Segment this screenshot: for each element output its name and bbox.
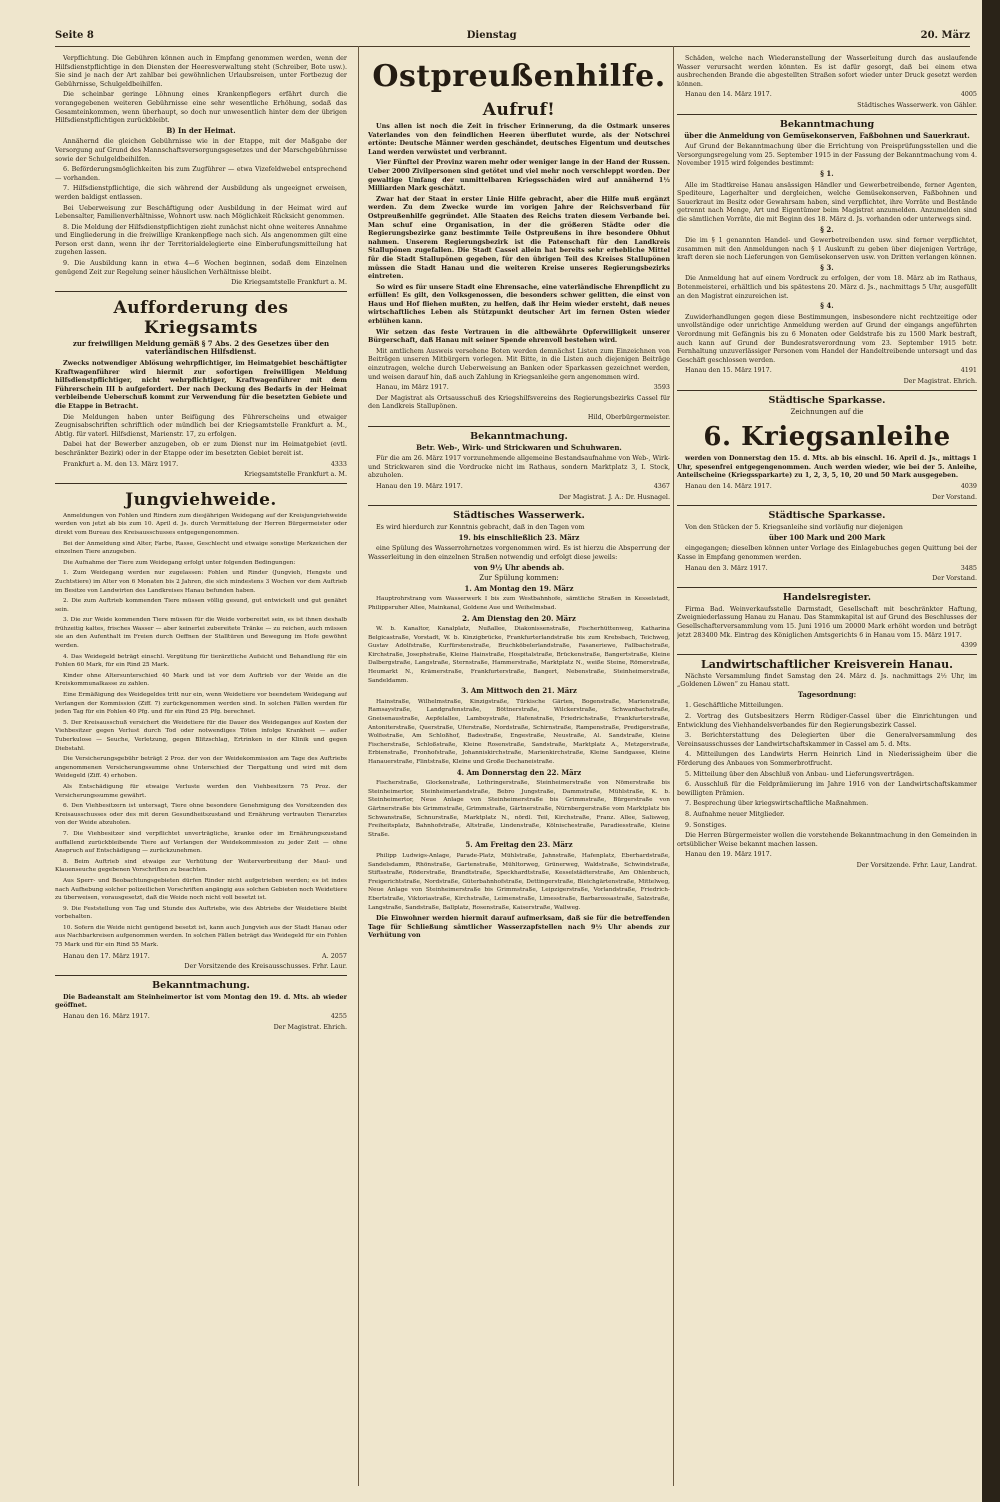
paragraph: 10. Sofern die Weide nicht genügend besetzt ist, kann auch Jungvieh aus der Stadt Hanau oder aus Nachbarkreisen aufgenommen werden. In solchen Fällen beträgt das Weidegeld für ein Fohlen 75 Mark und für ein Rind 55 Mark. [55, 924, 347, 949]
article-title: Städtische Sparkasse. [768, 394, 886, 406]
agenda-item: 1. Geschäftliche Mitteilungen. [685, 701, 784, 710]
paragraph: Die Badeanstalt am Steinheimertor ist vom Montag den 19. d. Mts. ab wieder geöffnet. [55, 992, 347, 1010]
signature: Der Vorstand. [932, 492, 977, 501]
paragraph: So wird es für unsere Stadt eine Ehrensache, eine vaterländische Ehrenpflicht zu erfüllen! Es gilt, den Volksgenossen, die besonders schwer gelitten, die einst von Haus und Hof fliehen mußten, zu helfen, daß ihr Heim wieder ersteht, daß neues wirtschaftliches Leben als Stützpunkt deutscher Art im fernen Osten wieder erblühen kann. [368, 282, 670, 326]
paragraph: Eine Ermäßigung des Weidegeldes tritt nur ein, wenn Weidetiere vor beendetem Weidegang auf Verlangen der Kommission (Ziff. 7) zurückgenommen werden sind. In solchen Fällen werden für jeden Tag für ein Fohlen 40 Pfg. und für ein Rind 25 Pfg. berechnet. [55, 692, 347, 716]
divider [55, 975, 347, 976]
paragraph: Die Aufnahme der Tiere zum Weidegang erfolgt unter folgenden Bedingungen: [63, 559, 296, 566]
paragraph: Vier Fünftel der Provinz waren mehr oder weniger lange in der Hand der Russen. Ueber 2000 Zivilpersonen sind getötet und viel mehr noch verschleppt worden. Der gewaltige Umfang der unmittelbaren Kriegsschäden wird auf annähernd 1½ Milliarden Mark geschätzt. [368, 158, 670, 193]
signature: Der Magistrat. Ehrich. [903, 377, 977, 385]
signature: Die Kriegsamtstelle Frankfurt a. M. [231, 278, 347, 287]
paragraph: Als Entschädigung für etwaige Verluste werden den Viehbesitzern 75 Proz. der Versicherungssumme gewährt. [55, 783, 347, 799]
agenda-heading: Tagesordnung: [797, 689, 857, 699]
article-subtitle: zur freiwilligen Meldung gemäß § 7 Abs. 2 des Gesetzes über den vaterländischen Hilfsdienst. [72, 338, 330, 357]
divider [368, 426, 670, 427]
notice-date: Hanau den 16. März 1917. 4255 [63, 1012, 347, 1021]
paragraph: Schäden, welche nach Wiederanstellung der Wasserleitung durch das auslaufende Wasser verursacht werden könnten. Es ist dafür gesorgt, daß bei einem etwa ausbrechenden Brande die abgestellten Straßen sofort wieder unter Druck gesetzt werden können. [677, 54, 977, 88]
paragraph: Mit amtlichem Ausweis versehene Boten werden demnächst Listen zum Einzeichnen von Beiträgen unseren Mitbürgern vorlegen. Mit Bitte, in die Listen auch diejenigen Beiträge einzutragen, welche durch Ueberweisung an Banken oder Sparkassen gezeichnet werden, und weisen darauf hin, daß auch Zahlung in Kriegsanleihe gern angenommen wird. [368, 346, 670, 381]
article-title: Jungviehweide. [125, 489, 277, 510]
paragraph: Annähernd die gleichen Gebührnisse wie in der Etappe, mit der Maßgabe der Versorgung auf Grund des Mannschaftsversorgungsgesetzes und der Marschgebührnisse sowie der Schulgeldbeihilfen. [55, 137, 347, 163]
paragraph: eingegangen; dieselben können unter Vorlage des Einlagebuches gegen Quittung bei der Kasse in Empfang genommen werden. [677, 544, 977, 561]
article-subtitle: Betr. Web-, Wirk- und Strickwaren und Schuhwaren. [416, 442, 622, 452]
paragraph: Die im § 1 genannten Handel- und Gewerbetreibenden usw. sind ferner verpflichtet, zusammen mit den Anmeldungen nach § 1 Auskunft zu geben über diejenigen Verträge, kraft deren sie noch Lieferungen von Gemüsekonserven usw. von Dritten verlangen können. [677, 236, 977, 262]
time-heading: von 9½ Uhr abends ab. [473, 562, 565, 572]
day-streets: W. b. Kanaltor, Kanalplatz, Nußallee, Diakonissenstraße, Fischerhüttenweg, Katharina Belgicastraße, Vorstadt, W. b. Kinzigbrücke, Frankfurterlandstraße bis zum Krebsbach, Teichweg, Gustav Adolfstraße, Kurfürstenstraße, Bruchköbelerlandstraße, Fasaneriewe, Fallbachstraße, Kirchstraße, Josephstraße, Kleine Hainstraße, Hospitalstraße, Brückenstraße, Bangertstraße, Kleine Dalbergstraße, Langstraße, Sternstraße, Hammerstraße, Marktplatz N., weiße Steine, Römerstraße, Heumarkt N., Krämerstraße, Frankfurterstraße, Bangert, Nebenstraße, Steinheimerstraße, Sandeldamm. [368, 626, 670, 684]
article-title: Aufforderung des Kriegsamts [113, 297, 289, 338]
notice-date: Hanau den 19. März 1917. 4367 [376, 481, 670, 490]
divider [677, 654, 977, 655]
paragraph-heading: § 4. [820, 301, 834, 311]
signature: Der Vorsitzende des Kreisausschusses. Frhr. Laur. [184, 962, 347, 971]
day-heading: 5. Am Freitag den 23. März [465, 840, 573, 850]
paragraph: Wir setzen das feste Vertrauen in die altbewährte Opferwilligkeit unserer Bürgerschaft, daß Hanau mit seiner Spende ehrenvoll bestehen wird. [368, 327, 670, 345]
agenda-item: 4. Mitteilungen des Landwirts Herrn Heinrich Lind in Niederissigheim über die Förderung des Anbaues von Sommerbrotfrucht. [677, 750, 977, 768]
notice-date: Hanau den 17. März 1917. A. 2057 [63, 951, 347, 960]
article-title: Städtische Sparkasse. [768, 510, 886, 522]
signature: Kriegsamtstelle Frankfurt a. M. [244, 470, 347, 479]
agenda-item: 7. Besprechung über kriegswirtschaftliche Maßnahmen. [685, 799, 869, 808]
paragraph: 8. Beim Auftrieb sind etwaige zur Verhütung der Weiterverbreitung der Maul- und Klauenseuche gegebenen Vorschriften zu beachten. [55, 858, 347, 874]
agenda-item: 8. Aufnahme neuer Mitglieder. [685, 810, 785, 818]
schedule-list [368, 585, 670, 912]
agenda-item: 2. Vortrag des Gutsbesitzers Herrn Rüdiger-Cassel über die Einrichtungen und Entwicklung des Viehhandelsverbandes für den Regierungsbezirk Cassel. [677, 712, 977, 729]
paragraph: 3. Die zur Weide kommenden Tiere müssen für die Weide vorbereitet sein, es ist ihnen deshalb frühzeitig kaltes, frisches Wasser — aber keinerlei zubereitete Tränke — zu reichen, auch müssen sie an den Aufenthalt im Freien durch Oeffnen der Stalltüren und Bewegung im Hofe gewöhnt werden. [55, 617, 347, 650]
notice-number: 4399 [960, 641, 977, 650]
page-date: 20. März [920, 30, 970, 41]
agenda-item: 9. Sonstiges. [685, 820, 727, 829]
paragraph: Für die am 26. März 1917 vorzunehmende allgemeine Bestandsaufnahme von Web-, Wirk- und Strickwaren sind die Vordrucke nicht im Rathaus, sondern Marktplatz 3, I. Stock, abzuholen. [368, 454, 670, 480]
section-heading: B) In der Heimat. [166, 125, 236, 135]
paragraph: 4. Das Weidegeld beträgt einschl. Vergütung für tierärztliche Aufsicht und Behandlung für ein Fohlen 60 Mark, für ein Rind 25 Mark. [55, 653, 347, 669]
article-title: Bekanntmachung. [152, 979, 250, 991]
notice-date: Hanau den 14. März 1917. 4039 [685, 481, 977, 490]
column-divider [358, 46, 359, 1486]
divider [677, 505, 977, 506]
paragraph: Alle im Stadtkreise Hanau ansässigen Händler und Gewerbetreibende, ferner Agenten, Spediteure, Lagerhalter und dergleichen, welche Gemüsekonserven, Faßbohnen und Sauerkraut im Besitz oder Gewahrsam haben, sind verpflichtet, ihre Vorräte und Bestände getrennt nach Menge, Art und Eigentümer beim Magistrat anzumelden. Anzumelden sind die sämtlichen Vorräte, die mit Beginn des 18. März d. Js. vorhanden oder unterwegs sind. [677, 180, 977, 223]
paragraph: Die scheinbar geringe Löhnung eines Krankenpflegers erfährt durch die vorangegebenen weiteren Gebührnisse eine sehr wesentliche Erhöhung, sodaß das Gesamteinkommen, wenn überhaupt, so doch nur unwesentlich hinter dem der übrigen Hilfsdienstpflichtigen zurückbleibt. [55, 90, 347, 125]
notice-date: Hanau den 19. März 1917. [685, 850, 772, 859]
day-streets: Hauptrohrstrang vom Wasserwerk I bis zum Westbahnhofe, sämtliche Straßen in Kesselstadt, Philippsruher Allee, Mainkanal, Goldene Aue und Weihelmsbad. [368, 596, 670, 611]
dates-heading: 19. bis einschließlich 23. März [458, 532, 580, 542]
page-number: Seite 8 [55, 30, 94, 41]
paragraph: 6. Den Viehbesitzern ist untersagt, Tiere ohne besondere Genehmigung des Vorsitzenden des Kreisausschusses oder des mit deren Gesundheitszustand und Ernährung vertrauten Tierarztes von der Weide abzuholen. [55, 803, 347, 827]
article-subtitle: über die Anmeldung von Gemüsekonserven, Faßbohnen und Sauerkraut. [684, 130, 970, 140]
notice-date: Hanau den 15. März 1917. 4191 [685, 366, 977, 375]
article-title: Bekanntmachung. [470, 430, 568, 442]
paragraph: Zwar hat der Staat in erster Linie Hilfe gebracht, aber die Hilfe muß ergänzt werden. Zu dem Zwecke wurde im vorigen Jahre der Reichsverband für Ostpreußenhilfe gegründet. Alle Staaten des Reichs traten diesem Verbande bei. Man schuf eine Organisation, in der die größeren Städte oder die Regierungsbezirke ganz bestimmte Teile Ostpreußens in ihre besondere Obhut nahmen. Unserem Regierungsbezirk ist die Patenschaft für den Landkreis Stallupönen zugefallen. Die Stadt Cassel allein hat bereits sehr erhebliche Mittel für die Stadt Stallupönen gegeben, für den übrigen Teil des Kreises Stallupönen müssen die Stadt Hanau und die weiteren Kreise unseres Regierungsbezirks eintreten. [368, 194, 670, 281]
day-streets: Philipp Ludwigs-Anlage, Parade-Platz, Mühlstraße, Jahnstraße, Hafenplatz, Eberhardstraße, Sandelsdamm, Rhönstraße, Gartenstraße, Mühltorweg, Grünerweg, Waldstraße, Schwindstraße, Stiftsstraße, Röderstraße, Brandtstraße, Speckhardtstraße, Kesselstädterstraße, Am Ohlenbruch, Freigerichtstraße, Nordstraße, Güterbahnhofstraße, Dettingerstraße, Bleichgärtenstraße, Mittelweg, Neue Anlage von Steinheimerstraße bis Grimmstraße, Leipzigerstraße, Vorlandstraße, Friedrich-Ebertstraße, Viktoriastraße, Kirchstraße, Leimenstraße, Limesstraße, Barbarossastraße, Salzstraße, Langstraße, Sandstraße, Ballplatz, Rosenstraße, Kaiserstraße, Wallweg. [368, 852, 670, 911]
column-right [677, 54, 977, 1484]
paragraph: Von den Stücken der 5. Kriegsanleihe sind vorläufig nur diejenigen [685, 523, 903, 532]
page-header [55, 30, 970, 47]
paragraph: 7. Hilfsdienstpflichtige, die sich während der Ausbildung als ungeeignet erweisen, werden baldigst entlassen. [55, 184, 347, 201]
notice-date: Hanau den 3. März 1917. 3485 [685, 563, 977, 572]
notice-date: Hanau den 14. März 1917. 4005 [685, 90, 977, 99]
signature: Der Magistrat. Ehrich. [273, 1022, 347, 1031]
signature: Der Vorstand. [932, 574, 977, 583]
page-day: Dienstag [466, 30, 517, 41]
divider [55, 291, 347, 292]
day-heading: 2. Am Dienstag den 20. März [462, 613, 576, 623]
signature: Städtisches Wasserwerk. von Gähler. [857, 100, 977, 109]
paragraph: eine Spülung des Wasserrohrnetzes vorgenommen wird. Es ist hierzu die Absperrung der Wasserleitung in den einzelnen Straßen notwendig und erfolgt diese jeweils: [368, 544, 670, 561]
paragraph: Die Versicherungsgebühr beträgt 2 Proz. der von der Weidekommission am Tage des Auftriebs angenommenen Versicherungssumme ohne Unterschied der Tiergattung und wird mit dem Weidegeld (Ziff. 4) erhoben. [55, 756, 347, 780]
paragraph: Anmeldungen von Fohlen und Rindern zum diesjährigen Weidegang auf der Kreisjungviehweide werden von jetzt ab bis zum 10. April d. Js. durch Vermittelung der Herren Bürgermeister oder direkt vom Bureau des Kreisausschusses entgegengenommen. [55, 512, 347, 536]
amounts-heading: über 100 Mark und 200 Mark [768, 532, 886, 542]
day-heading: 1. Am Montag den 19. März [464, 583, 574, 593]
paragraph: 1. Zum Weidegang werden nur zugelassen: Fohlen und Rinder (Jungvieh, Hengste und Zuchtstiere) im Alter von 6 Monaten bis 2 Jahren, die sich mindestens 3 Wochen vor dem Auftrieb im Besitze von Landwirten des Landkreises Hanau befunden haben. [55, 570, 347, 594]
divider [368, 505, 670, 506]
day-streets: Fischerstraße, Glockenstraße, Lothringerstraße, Steinheimerstraße von Nömerstraße bis Steinheimertor, Steinheimerlandstraße, Bebro Jungstraße, Dammstraße, Mühlstraße, K. b. Steinheimertor, Neue Anlage von Steinheimerstraße bis Grimmstraße, Bürgerstraße von Gärtnerstraße bis Grimmstraße, Grimmstraße, Gärtnerstraße, Nürnbergerstraße vom Marktplatz bis Schwanstraße, Schnurstraße, Marktplatz N., nördl. Teil, Kirchstraße, Franz. Allee, Salisweg, Freiheitsplatz, Bahnhofstraße, Altstraße, Lindenstraße, Kölnischestraße, Paradiesstraße, Kleine Straße. [368, 780, 670, 838]
list-heading: Zur Spülung kommen: [479, 574, 559, 583]
paragraph: 9. Die Ausbildung kann in etwa 4—6 Wochen beginnen, sodaß dem Einzelnen genügend Zeit zur Regelung seiner häuslichen Verhältnisse bleibt. [55, 259, 347, 276]
article-title: Ostpreußenhilfe. [372, 59, 666, 94]
paragraph: 8. Die Meldung der Hilfsdienstpflichtigen zieht zunächst nicht ohne weiteres Annahme und Eingliederung in die freiwillige Krankenpflege nach sich. Als angenommen gilt eine Person erst dann, wenn ihr der Territorialdelegierte eine Einberufungsmitteilung hat zugehen lassen. [55, 222, 347, 257]
day-streets: Hainstraße, Wilhelmstraße, Kinzigstraße, Türkische Gärten, Bogenstraße, Marienstraße, Ramsaystraße, Landgrafenstraße, Böttnerstraße, Wilckerstraße, Schwanbachstraße, Gneisenaustraße, Aepfelallee, Lamboystraße, Hafenstraße, Friedrichstraße, Frankfurterstraße, Antoniterstraße, Querstraße, Uferstraße, Nordstraße, Schirnstraße, Rampenstraße, Predigerstraße, Wolfsstraße, Am Schloßhof, Badestraße, Engestraße, Neustraße, Al. Sandstraße, Kleine Fischerstraße, Schloßstraße, Kleine Rosenstraße, Sandstraße, Marktplatz A., Metzgerstraße, Erbienstraße, Fronhofstraße, Johanniskirchstraße, Marienkirchstraße, Kleine Sandgasse, Kleine Hanauerstraße, Flintstraße, Kleine und Große Dechaneistraße. [368, 698, 670, 765]
divider [55, 483, 347, 484]
article-title: Bekanntmachung [779, 118, 875, 130]
article-title: Städtisches Wasserwerk. [453, 510, 585, 522]
paragraph: Die Anmeldung hat auf einem Vordruck zu erfolgen, der vom 18. März ab im Rathaus, Botenmeisterei, erhältlich und bis spätestens 20. März d. Js., nachmittags 5 Uhr, ausgefüllt an den Magistrat einzureichen ist. [677, 274, 977, 300]
paragraph: Nächste Versammlung findet Samstag den 24. März d. Js. nachmittags 2½ Uhr, im „Goldenen Löwen“ zu Hanau statt. [677, 671, 977, 689]
paragraph: 5. Der Kreisausschuß versichert die Weidetiere für die Dauer des Weideganges auf Kosten der Viehbesitzer gegen Verlust durch Tod oder notwendiges Töten infolge Krankheit — außer Tuberkulose — Seuche, Verletzung, gegen Blitzschlag, Ertrinken in der Klinik und gegen Diebstahl. [55, 719, 347, 752]
divider [677, 114, 977, 115]
divider [677, 587, 977, 588]
paragraph: 6. Beförderungsmöglichkeiten bis zum Zugführer — etwa Vizefeldwebel entsprechend — vorhanden. [55, 165, 347, 182]
column-divider [673, 46, 674, 1486]
paragraph: Dabei hat der Bewerber anzugeben, ob er zum Dienst nur im Heimatgebiet (evtl. beschränkter Bezirk) oder in der Etappe oder im besetzten Gebiet bereit ist. [55, 440, 347, 457]
paragraph: Bei Ueberweisung zur Beschäftigung oder Ausbildung in der Heimat wird auf Lebensalter, Familienverhältnisse, Wohnort usw. nach Möglichkeit Rücksicht genommen. [55, 203, 347, 221]
paragraph: Zwecks notwendiger Ablösung wehrpflichtiger, im Heimatgebiet beschäftigter Kraftwagenführer wird hiermit zur sofortigen freiwilligen Meldung hilfsdienstpflichtiger, nicht wehrpflichtiger, Kraftwagenführer mit dem Führerschein III b aufgefordert. Der nach Deckung des Bedarfs in der Heimat verbleibende Ueberschuß kommt zur Verwendung für die besetzten Gebiete und die Etappe in Betracht. [55, 359, 347, 410]
notice-date: Hanau, im März 1917. 3593 [376, 383, 670, 392]
column-middle [368, 54, 670, 1484]
article-body [55, 512, 347, 950]
paragraph: Zuwiderhandlungen gegen diese Bestimmungen, insbesondere nicht rechtzeitige oder unvollständige oder unrichtige Anmeldung werden auf Grund der eingangs angeführten Verordnung mit Gefängnis bis zu 6 Monaten oder Geldstrafe bis zu 1500 Mark bestraft, auch kann auf Grund der Bundesratsverordnung vom 23. September 1915 betr. Fernhaltung unzuverlässiger Personen vom Handel der Handeltreibende untersagt und das Geschäft geschlossen werden. [677, 312, 977, 364]
paragraph-heading: § 3. [820, 262, 834, 272]
signature: Der Vorsitzende. Frhr. Laur, Landrat. [856, 860, 977, 869]
paragraph: Verpflichtung. Die Gebühren können auch in Empfang genommen werden, wenn der Hilfsdienstpflichtige in den Diensten der Heeresverwaltung steht (Schreiber, Bote usw.). Sie sind je nach der Art zahlbar bei gewöhnlichen Urlaubsreisen, unter Fortbezug der Gebührnisse, Schulgeldbeihilfen. [55, 54, 347, 88]
paragraph: Die Herren Bürgermeister wollen die vorstehende Bekanntmachung in den Gemeinden in ortsüblicher Weise bekannt machen lassen. [677, 831, 977, 848]
paragraph-heading: § 1. [820, 168, 834, 178]
paragraph: Kinder ohne Altersunterschied 40 Mark und ist vor dem Auftrieb vor der Weide an die Kreiskommunalkasse zu zahlen. [55, 672, 347, 688]
paragraph: Es wird hierdurch zur Kenntnis gebracht, daß in den Tagen vom [376, 523, 585, 532]
column-left [55, 54, 347, 1484]
paragraph: Bei der Anmeldung sind Alter, Farbe, Rasse, Geschlecht und etwaige sonstige Merkzeichen der einzelnen Tiere anzugeben. [55, 540, 347, 556]
article-headline: 6. Kriegsanleihe [703, 422, 951, 453]
paragraph: Die Meldungen haben unter Beifügung des Führerscheins und etwaiger Zeugnisabschriften schriftlich oder mündlich bei der Kriegsamtstelle Frankfurt a. M., Abtlg. für vaterl. Hilfsdienst, Marienstr. 17, zu erfolgen. [55, 412, 347, 438]
paragraph-heading: § 2. [820, 224, 834, 234]
paragraph: 2. Die zum Auftrieb kommenden Tiere müssen völlig gesund, gut entwickelt und gut genährt sein. [55, 598, 347, 613]
signature: Der Magistrat als Ortsausschuß des Kriegshilfsvereins des Regierungsbezirks Cassel für den Landkreis Stallupönen. [368, 393, 670, 411]
article-title: Handelsregister. [782, 591, 872, 603]
agenda-item: 6. Ausschluß für die Feldprämiierung im Jahre 1916 von der Landwirtschaftskammer bewilligten Prämien. [677, 780, 977, 797]
divider [677, 390, 977, 391]
article-title: Landwirtschaftlicher Kreisverein Hanau. [701, 657, 953, 671]
paragraph: Firma Bad. Weinverkaufsstelle Darmstadt, Gesellschaft mit beschränkter Haftung, Zweigniederlassung Hanau zu Hanau. Das Stammkapital ist auf Grund des Beschlusses der Gesellschafterversammlung vom 15. Juni 1916 um 20000 Mark erhöht worden und beträgt jetzt 283400 Mk. Eintrag des Königlichen Amtsgerichts 6 in Hanau vom 15. März 1917. [677, 604, 977, 639]
agenda-item: 5. Mitteilung über den Abschluß von Anbau- und Lieferungsverträgen. [685, 769, 914, 778]
scan-edge [982, 0, 1000, 1502]
article-subtitle: Zeichnungen auf die [790, 407, 864, 416]
day-heading: 4. Am Donnerstag den 22. März [456, 767, 582, 777]
article-subtitle: Aufruf! [482, 100, 556, 120]
paragraph: Aus Sperr- und Beobachtungsgebieten dürfen Rinder nicht aufgetrieben werden; es ist indes nach Aufhebung solcher polizeilichen Vorschriften angängig aus solchen Gebieten noch Weidetiere zu überweisen, vorausgesetzt, daß die Weide noch nicht voll besetzt ist. [55, 877, 347, 902]
paragraph: 9. Die Feststellung von Tag und Stunde des Auftriebs, wie des Abtriebs der Weidetiere bleibt vorbehalten. [55, 905, 347, 921]
notice-date: Frankfurt a. M. den 13. März 1917. 4333 [63, 459, 347, 468]
paragraph: Die Einwohner werden hiermit darauf aufmerksam, daß sie für die betreffenden Tage für Schließung sämtlicher Wasserzapfstellen nach 9½ Uhr abends zur Verhütung von [368, 914, 670, 940]
paragraph: 7. Die Viehbesitzer sind verpflichtet unverträgliche, kranke oder im Ernährungszustand auffallend zurückbleibende Tiere auf Verlangen der Weidekommission zu jeder Zeit — ohne Anspruch auf Entschädigung — zurückzunehmen. [55, 830, 347, 855]
paragraph: Uns allen ist noch die Zeit in frischer Erinnerung, da die Ostmark unseres Vaterlandes von den feindlichen Heeren überflutet wurde, als der Notschrei ertönte: Deutsche Männer werden geschändet, deutsches Eigentum und deutsches Land werden verwüstet und verbrannt. [368, 122, 670, 156]
paragraph: werden von Donnerstag den 15. d. Mts. ab bis einschl. 16. April d. Js., mittags 1 Uhr, spesenfrei entgegengenommen. Auch werden wieder, wie bei der 5. Anleihe, Anteilscheine (Kriegssparkarte) zu 1, 2, 3, 5, 10, 20 und 50 Mark ausgegeben. [677, 454, 977, 480]
signature: Hild, Oberbürgermeister. [587, 413, 670, 421]
agenda-item: 3. Berichterstattung des Delegierten über die Generalversammlung des Vereinsausschusses der Landwirtschaftskammer in Cassel am 5. d. Mts. [677, 731, 977, 748]
day-heading: 3. Am Mittwoch den 21. März [461, 686, 577, 696]
paragraph: Auf Grund der Bekanntmachung über die Errichtung von Preisprüfungsstellen und die Versorgungsregelung vom 25. September 1915 in der Fassung der Bekanntmachung vom 4. November 1915 wird folgendes bestimmt: [677, 142, 977, 168]
signature: Der Magistrat. J. A.: Dr. Husnagel. [558, 492, 670, 501]
